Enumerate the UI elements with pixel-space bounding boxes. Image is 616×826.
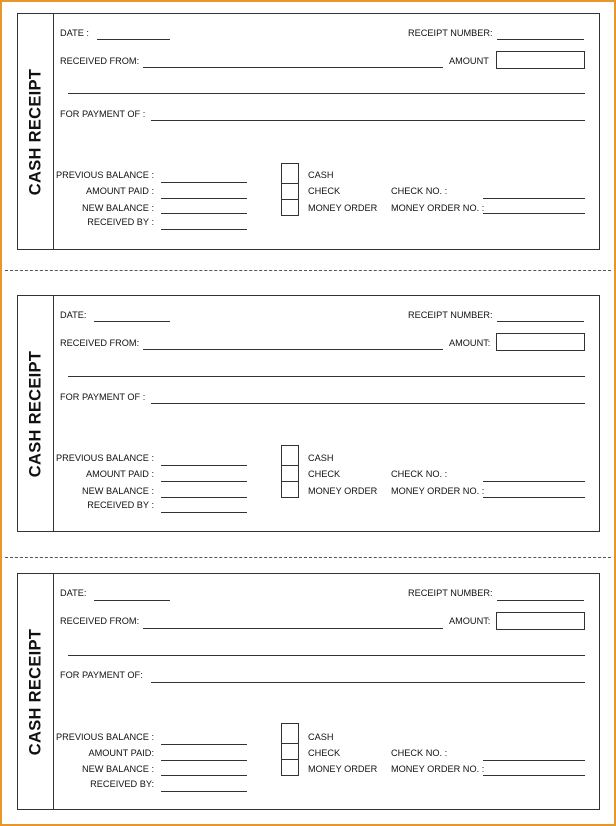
new-balance-label: NEW BALANCE : xyxy=(82,486,154,496)
cash-label: CASH xyxy=(308,453,334,463)
received-by-field[interactable] xyxy=(161,791,247,792)
amount-label: AMOUNT: xyxy=(449,616,491,626)
cash-checkbox[interactable] xyxy=(281,163,299,184)
check-checkbox[interactable] xyxy=(281,183,299,200)
amount-field[interactable] xyxy=(496,612,585,630)
new-balance-field[interactable] xyxy=(161,213,247,214)
for-payment-field[interactable] xyxy=(151,682,585,683)
check-no-label: CHECK NO. : xyxy=(391,748,448,758)
receipt-number-label: RECEIPT NUMBER: xyxy=(408,588,493,598)
date-label: DATE : xyxy=(60,28,89,38)
amount-paid-field[interactable] xyxy=(161,481,247,482)
check-no-field[interactable] xyxy=(483,481,585,482)
date-field[interactable] xyxy=(94,321,170,322)
previous-balance-field[interactable] xyxy=(161,182,247,183)
check-checkbox[interactable] xyxy=(281,743,299,760)
previous-balance-field[interactable] xyxy=(161,465,247,466)
receipt-number-label: RECEIPT NUMBER: xyxy=(408,310,493,320)
received-from-field-continued[interactable] xyxy=(68,93,585,94)
receipt-number-field[interactable] xyxy=(497,39,584,40)
receipt-title: CASH RECEIPT xyxy=(26,68,44,195)
receipt-number-label: RECEIPT NUMBER: xyxy=(408,28,493,38)
for-payment-label: FOR PAYMENT OF : xyxy=(60,392,146,402)
amount-field[interactable] xyxy=(496,333,585,351)
check-no-label: CHECK NO. : xyxy=(391,469,448,479)
previous-balance-label: PREVIOUS BALANCE : xyxy=(55,170,154,180)
receipt-number-field[interactable] xyxy=(497,600,584,601)
money-order-no-field[interactable] xyxy=(483,775,585,776)
cash-checkbox[interactable] xyxy=(281,445,299,466)
money-order-label: MONEY ORDER xyxy=(308,486,378,496)
cash-label: CASH xyxy=(308,732,334,742)
for-payment-label: FOR PAYMENT OF : xyxy=(60,109,146,119)
received-from-field-continued[interactable] xyxy=(68,376,585,377)
money-order-checkbox[interactable] xyxy=(281,481,299,498)
amount-paid-field[interactable] xyxy=(161,198,247,199)
received-from-field[interactable] xyxy=(143,628,443,629)
check-label: CHECK xyxy=(308,748,341,758)
previous-balance-field[interactable] xyxy=(161,744,247,745)
cut-line xyxy=(5,270,611,271)
amount-field[interactable] xyxy=(496,51,585,69)
date-field[interactable] xyxy=(94,600,170,601)
received-by-label: RECEIVED BY : xyxy=(87,500,154,510)
new-balance-label: NEW BALANCE : xyxy=(82,764,154,774)
receipt-number-field[interactable] xyxy=(497,321,584,322)
cash-checkbox[interactable] xyxy=(281,723,299,744)
received-by-label: RECEIVED BY: xyxy=(90,779,154,789)
date-label: DATE: xyxy=(60,588,87,598)
check-no-field[interactable] xyxy=(483,198,585,199)
amount-label: AMOUNT xyxy=(449,56,489,66)
received-from-label: RECEIVED FROM: xyxy=(60,338,140,348)
money-order-no-field[interactable] xyxy=(483,213,585,214)
new-balance-field[interactable] xyxy=(161,775,247,776)
money-order-no-label: MONEY ORDER NO. : xyxy=(391,486,485,496)
received-from-field[interactable] xyxy=(143,67,443,68)
cash-receipt-3 xyxy=(17,573,600,810)
received-by-field[interactable] xyxy=(161,512,247,513)
check-checkbox[interactable] xyxy=(281,465,299,482)
check-label: CHECK xyxy=(308,186,341,196)
received-from-field[interactable] xyxy=(143,349,443,350)
received-from-label: RECEIVED FROM: xyxy=(60,56,140,66)
check-no-label: CHECK NO. : xyxy=(391,186,448,196)
amount-paid-label: AMOUNT PAID: xyxy=(88,748,154,758)
amount-paid-label: AMOUNT PAID : xyxy=(85,186,154,196)
money-order-checkbox[interactable] xyxy=(281,759,299,776)
amount-paid-field[interactable] xyxy=(161,760,247,761)
cash-receipt-1 xyxy=(17,13,600,250)
new-balance-field[interactable] xyxy=(161,497,247,498)
previous-balance-label: PREVIOUS BALANCE : xyxy=(55,732,154,742)
received-by-label: RECEIVED BY : xyxy=(87,217,154,227)
money-order-label: MONEY ORDER xyxy=(308,764,378,774)
amount-label: AMOUNT: xyxy=(449,338,491,348)
date-label: DATE: xyxy=(60,310,87,320)
receipt-title: CASH RECEIPT xyxy=(26,350,44,477)
received-by-field[interactable] xyxy=(161,229,247,230)
money-order-no-label: MONEY ORDER NO. : xyxy=(391,203,485,213)
receipt-title: CASH RECEIPT xyxy=(26,628,44,755)
check-no-field[interactable] xyxy=(483,760,585,761)
previous-balance-label: PREVIOUS BALANCE : xyxy=(55,453,154,463)
received-from-field-continued[interactable] xyxy=(68,655,585,656)
received-from-label: RECEIVED FROM: xyxy=(60,616,140,626)
for-payment-field[interactable] xyxy=(151,120,585,121)
money-order-label: MONEY ORDER xyxy=(308,203,378,213)
date-field[interactable] xyxy=(97,39,170,40)
for-payment-label: FOR PAYMENT OF: xyxy=(60,670,143,680)
cash-receipt-2 xyxy=(17,295,600,532)
check-label: CHECK xyxy=(308,469,341,479)
money-order-no-field[interactable] xyxy=(483,497,585,498)
cash-label: CASH xyxy=(308,170,334,180)
amount-paid-label: AMOUNT PAID : xyxy=(85,469,154,479)
money-order-no-label: MONEY ORDER NO. : xyxy=(391,764,485,774)
money-order-checkbox[interactable] xyxy=(281,199,299,216)
for-payment-field[interactable] xyxy=(151,403,585,404)
new-balance-label: NEW BALANCE : xyxy=(82,203,154,213)
cut-line xyxy=(5,557,611,558)
